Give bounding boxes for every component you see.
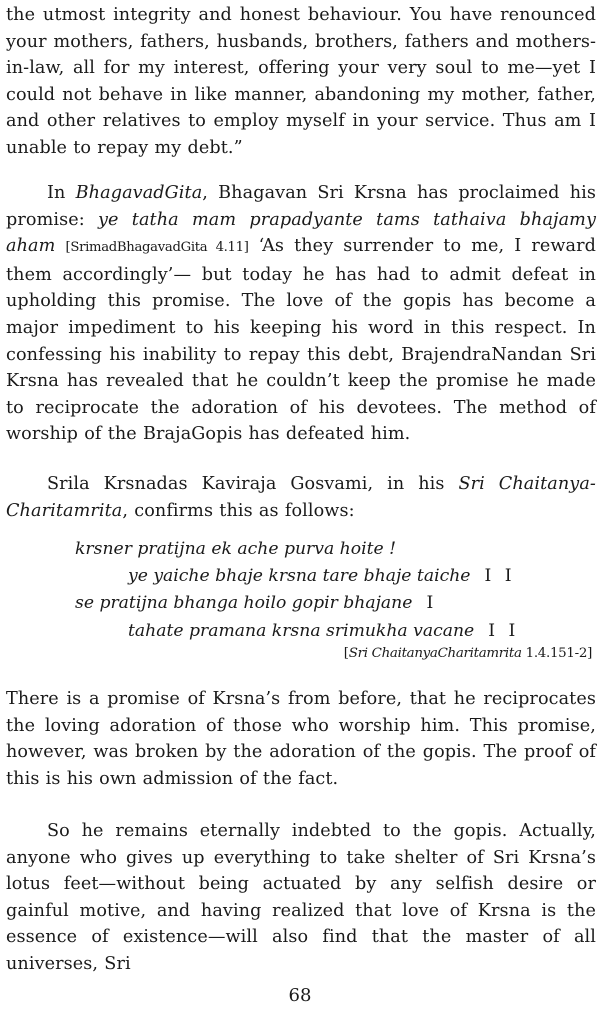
verse-line-1: [6, 536, 596, 563]
verse-text: ye yaiche bhaje krsna tare bhaje taiche: [128, 566, 471, 587]
verse-line-4: [6, 618, 596, 645]
verse-mark: I I: [488, 620, 520, 641]
paragraph-kaviraja-intro: [6, 471, 596, 524]
text-run: Srila Krsnadas Kaviraja Gosvami, in his: [47, 474, 459, 494]
paragraph-bhagavadgita-promise: [6, 180, 596, 448]
verse-line-3: [6, 590, 596, 617]
paragraph-promise-broken: There is a promise of Krsna’s from before, that he reciprocates the loving adoration of those who worship him. This promise, however, was broken by the adoration of the gopis. The proof of this is his own admission of the fact.: [6, 689, 596, 789]
citation-bracket: [: [343, 646, 349, 661]
page-number: 68: [288, 985, 312, 1006]
citation-bhagavadgita: [SrimadBhagavadGita 4.11]: [65, 240, 249, 256]
verse-mark: I I: [484, 566, 516, 587]
text-run: [55, 236, 65, 256]
verse-text: krsner pratijna ek ache purva hoite !: [75, 539, 397, 559]
paragraph-continued: the utmost integrity and honest behaviour. You have renounced your mothers, fathers, husbands, brothers, fathers and mothers-in-law, all for my interest, offering your very soul to me—yet I could not behave in like manner, abandoning my mother, father, and other relatives to employ myself in your service. Thus am I unable to repay my debt.”: [6, 5, 596, 158]
citation-number: 1.4.151-2]: [521, 646, 592, 661]
text-run: ‘As they surrender to me, I reward them accordingly’— but today he has had to admit defeat in upholding this promise. The love of the gopis has become a major impediment to his keeping his word in this respect. In confessing his inability to repay this debt, BrajendraNandan Sri Krsna has revealed that he couldn’t keep the promise he made to reciprocate the adoration of his devotees. The method of worship of the BrajaGopis has defeated him.: [6, 236, 597, 445]
verse-line-2: [6, 563, 596, 590]
paragraph-indebted: So he remains eternally indebted to the gopis. Actually, anyone who gives up everything to take shelter of Sri Krsna’s lotus feet—without being actuated by any selfish desire or gainful motive, and having realized that love of Krsna is the essence of existence—will also find that the master of all universes, Sri: [6, 821, 596, 974]
verse-text: tahate pramana krsna srimukha vacane: [128, 620, 475, 641]
text-run: , Bhagavan Sri Krsna has proclaimed his promise:: [6, 183, 596, 230]
verse-citation: [344, 646, 592, 661]
text-run: In: [47, 183, 76, 203]
italic-sanskrit-quote: ye tatha mam prapadyante tams tathaiva bhajamy aham: [6, 209, 597, 257]
citation-title: Sri ChaitanyaCharitamrita: [348, 646, 522, 661]
text-run: , confirms this as follows:: [122, 500, 355, 521]
verse-mark: I: [426, 593, 438, 614]
italic-title-chaitanya-charitamrita: Sri Chaitanya-Charitamrita: [6, 474, 596, 521]
verse-block: [6, 536, 596, 645]
italic-title-bhagavadgita: BhagavadGita: [75, 183, 203, 203]
verse-text: se pratijna bhanga hoilo gopir bhajane: [75, 593, 413, 614]
